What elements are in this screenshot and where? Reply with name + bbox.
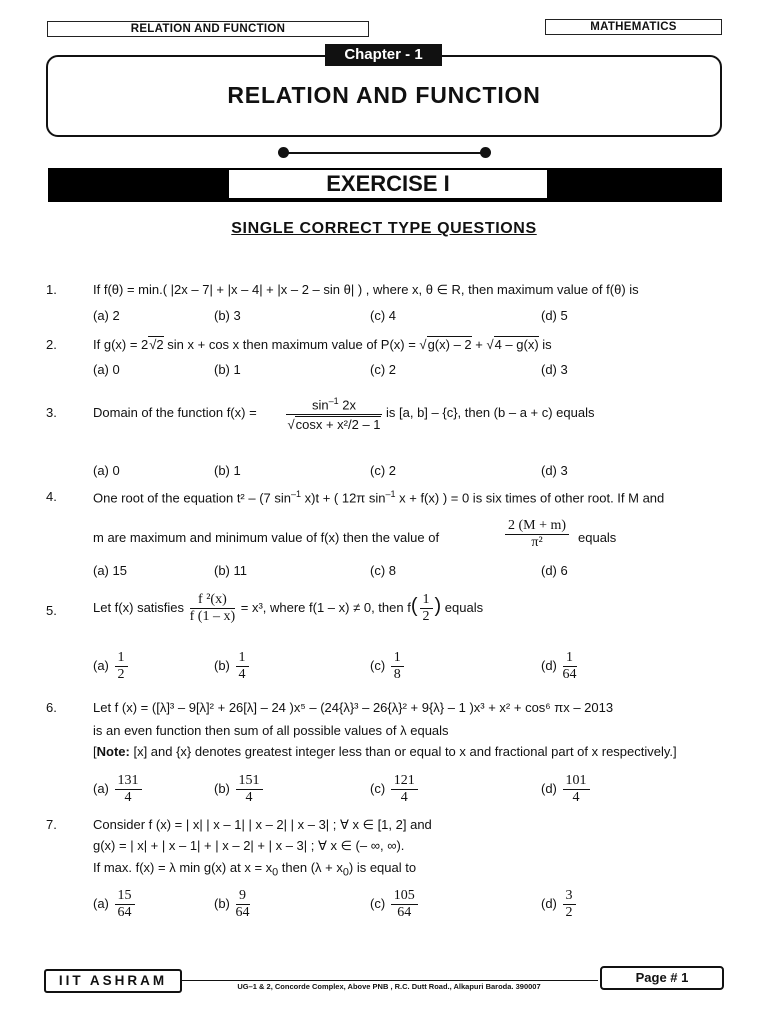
question-6-note: [Note: [x] and {x} denotes greatest integer less than or equal to x and fractional part of x respectively.] bbox=[93, 744, 677, 759]
question-4-text-2: m are maximum and minimum value of f(x) then the value of bbox=[93, 530, 440, 545]
option-d: (d) $\frac{3}{2}$ bbox=[541, 888, 578, 921]
option-b: (b) $\frac{151}{4}$ bbox=[214, 773, 265, 806]
option-d: (d) 5 bbox=[541, 308, 568, 323]
question-4-fraction: $\frac{2 (M + m)}{\text{π²}}$ bbox=[503, 518, 571, 551]
question-number: 4. bbox=[46, 489, 57, 504]
question-number: 2. bbox=[46, 337, 57, 352]
option-b: (b) 11 bbox=[214, 563, 247, 578]
divider-dot-left bbox=[278, 147, 289, 158]
option-a: (a) 15 bbox=[93, 563, 127, 578]
option-b: (b) 3 bbox=[214, 308, 241, 323]
question-number: 5. bbox=[46, 603, 57, 618]
option-a: (a) 2 bbox=[93, 308, 120, 323]
exercise-title: EXERCISE I bbox=[229, 170, 547, 198]
option-c: (c) 8 bbox=[370, 563, 396, 578]
question-2-text: If g(x) = 2√2 sin x + cos x then maximum value of P(x) = √g(x) – 2 + √4 – g(x) is bbox=[93, 337, 552, 352]
divider-line bbox=[283, 152, 486, 154]
option-c: (c) $\frac{121}{4}$ bbox=[370, 773, 420, 806]
option-b: (b) $\frac{9}{64}$ bbox=[214, 888, 250, 920]
footer-divider bbox=[180, 980, 598, 981]
option-c: (c) 4 bbox=[370, 308, 396, 323]
option-c: (c) $\frac{105}{64}$ bbox=[370, 888, 420, 921]
option-b: (b) $\frac{1}{4}$ bbox=[214, 650, 251, 683]
question-number: 6. bbox=[46, 700, 57, 715]
question-3-text-b: is [a, b] – {c}, then (b – a + c) equals bbox=[386, 405, 595, 420]
divider-dot-right bbox=[480, 147, 491, 158]
option-d: (d) 6 bbox=[541, 563, 568, 578]
option-c: (c) $\frac{1}{8}$ bbox=[370, 650, 406, 683]
question-number: 1. bbox=[46, 282, 57, 297]
question-1-text: If f(θ) = min.( |2x – 7| + |x – 4| + |x – 2 – sin θ| ) , where x, θ ∈ R, then maximum value of f(θ) is bbox=[93, 282, 639, 297]
section-heading: SINGLE CORRECT TYPE QUESTIONS bbox=[231, 220, 537, 237]
option-d: (d) $\frac{101}{4}$ bbox=[541, 773, 592, 806]
option-d: (d) $\frac{1}{64}$ bbox=[541, 650, 577, 682]
question-6-text-1: Let f (x) = ([λ]³ – 9[λ]² + 26[λ] – 24 )x⁵ – (24{λ}³ – 26{λ}² + 9{λ} – 1 )x³ + x² + cos⁶ πx – 2013 bbox=[93, 700, 614, 715]
option-a: (a) 0 bbox=[93, 463, 120, 478]
page-number: Page # 1 bbox=[600, 966, 724, 990]
option-a: (a) $\frac{1}{2}$ bbox=[93, 650, 130, 683]
question-4-text-3: equals bbox=[578, 530, 617, 545]
footer-address: UG–1 & 2, Concorde Complex, Above PNB , R.C. Dutt Road., Alkapuri Baroda. 390007 bbox=[237, 982, 541, 991]
question-3-fraction: $\sin^{-1} 2x$ √cosx + x²/2 – 1 bbox=[287, 396, 381, 433]
option-a: (a) $\frac{131}{4}$ bbox=[93, 773, 144, 806]
chapter-title: RELATION AND FUNCTION bbox=[227, 82, 541, 108]
question-4-text-1: One root of the equation t² – (7 $\sin^{-1} x)t$ + ( 12π $\sin^{-1} x + f(x)$ ) = 0 is six times of other root. If M and bbox=[93, 489, 665, 506]
chapter-tab: Chapter - 1 bbox=[325, 44, 442, 66]
option-b: (b) 1 bbox=[214, 362, 241, 377]
header-subject: MATHEMATICS bbox=[545, 19, 722, 35]
option-b: (b) 1 bbox=[214, 463, 241, 478]
option-a: (a) 0 bbox=[93, 362, 120, 377]
question-3-text-a: Domain of the function f(x) = bbox=[93, 405, 257, 420]
question-5-text: Let f(x) satisfies $\frac{\text{f ²(x)}}{f (1 - x)}$ = x³, where f(1 – x) ≠ 0, then f( $\frac{1}{2}$ ) equals bbox=[93, 592, 484, 624]
question-number: 7. bbox=[46, 817, 57, 832]
option-d: (d) 3 bbox=[541, 362, 568, 377]
question-7-text-1: Consider f (x) = | x| | x – 1| | x – 2| | x – 3| ; ∀ x ∈ [1, 2] and bbox=[93, 817, 432, 832]
footer-brand: IIT ASHRAM bbox=[44, 969, 182, 993]
option-a: (a) $\frac{15}{64}$ bbox=[93, 888, 137, 921]
question-6-text-2: is an even function then sum of all possible values of λ equals bbox=[93, 723, 449, 738]
header-chapter-name: RELATION AND FUNCTION bbox=[47, 21, 369, 37]
option-c: (c) 2 bbox=[370, 463, 396, 478]
question-number: 3. bbox=[46, 405, 57, 420]
option-d: (d) 3 bbox=[541, 463, 568, 478]
question-7-text-3: If max. f(x) = λ min g(x) at $x = x_0$ then $(\lambda + x_0)$ is equal to bbox=[93, 860, 417, 879]
option-c: (c) 2 bbox=[370, 362, 396, 377]
question-7-text-2: g(x) = | x| + | x – 1| + | x – 2| + | x – 3| ; ∀ x ∈ (– ∞, ∞). bbox=[93, 838, 405, 853]
